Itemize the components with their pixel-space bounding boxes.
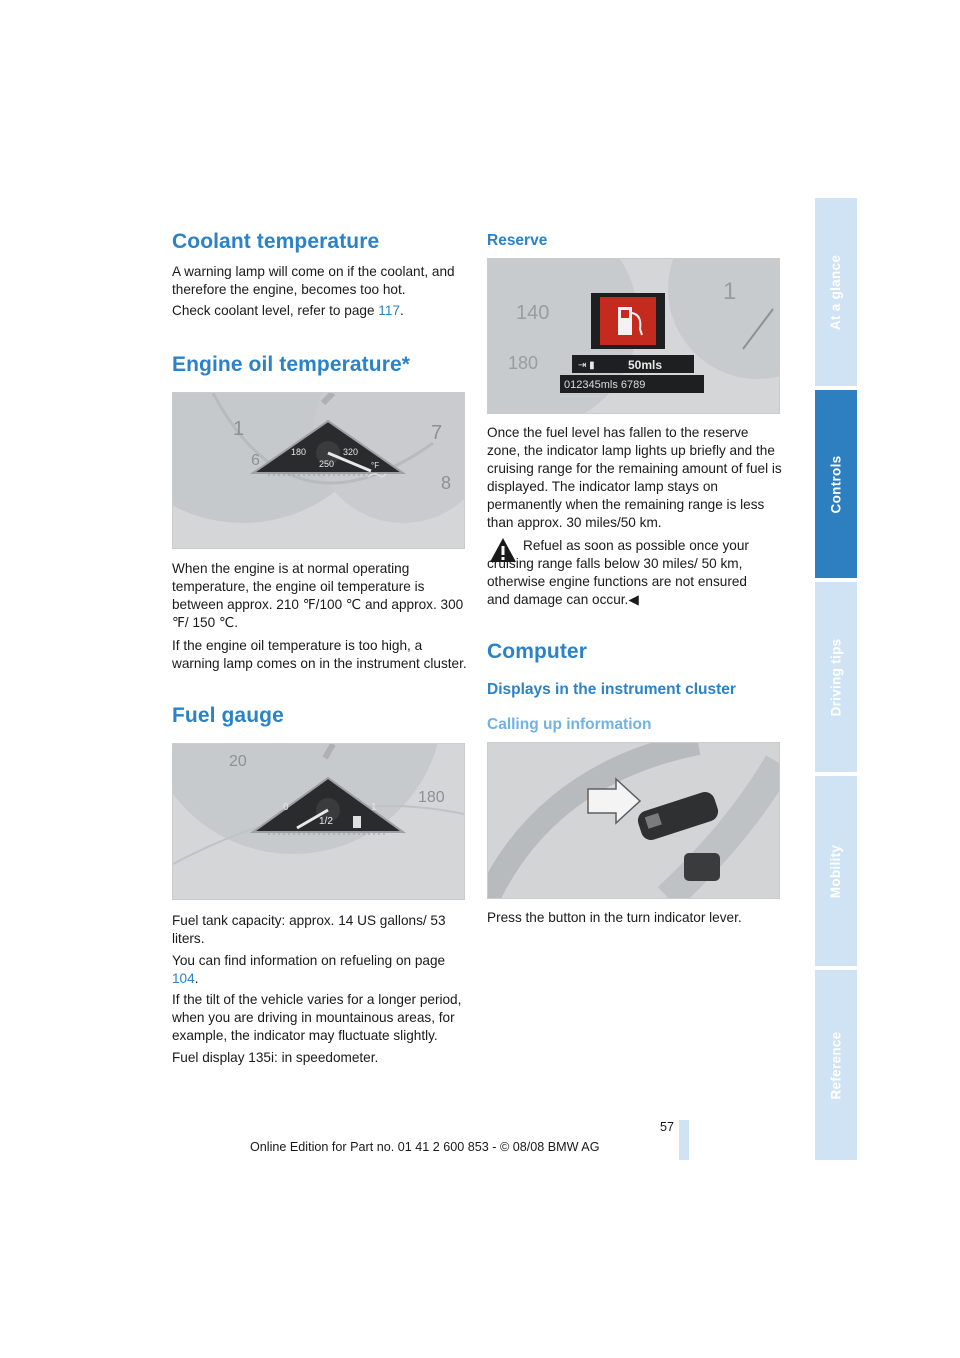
fuel-capacity-paragraph: Fuel tank capacity: approx. 14 US gallons/ 53 liters. bbox=[172, 913, 446, 946]
oil-gauge-num-1: 1 bbox=[233, 418, 245, 440]
fuel-speedo-num-20: 20 bbox=[229, 753, 247, 770]
computer-heading: Computer bbox=[487, 640, 587, 663]
tab-mobility[interactable] bbox=[815, 776, 857, 966]
fuel-display-135i-paragraph: Fuel display 135i: in speedometer. bbox=[172, 1050, 379, 1065]
oil-normal-range-paragraph: When the engine is at normal operating temperature, the engine oil temperature is between approx. 210 ℉/100 ℃ and approx. 300 ℉/ 150 ℃. bbox=[172, 561, 464, 630]
page-link-117[interactable]: 117 bbox=[378, 303, 400, 318]
coolant-paragraph: A warning lamp will come on if the coolant, and therefore the engine, becomes too hot. bbox=[172, 264, 455, 297]
calling-up-information-heading: Calling up information bbox=[487, 716, 652, 733]
engine-oil-temperature-heading: Engine oil temperature* bbox=[172, 353, 411, 376]
edition-notice: Online Edition for Part no. 01 41 2 600 853 - © 08/08 BMW AG bbox=[250, 1140, 600, 1154]
fuel-gauge-image bbox=[172, 743, 465, 900]
oil-gauge-label-180: 180 bbox=[291, 447, 307, 457]
oil-warning-paragraph: If the engine oil temperature is too high, a warning lamp comes on in the instrument cluster. bbox=[172, 638, 467, 671]
tab-controls[interactable] bbox=[815, 390, 857, 578]
oil-temperature-gauge-image bbox=[172, 392, 465, 549]
oil-gauge-label-320: 320 bbox=[343, 447, 359, 457]
lever-illustration bbox=[488, 743, 779, 898]
coolant-reference bbox=[172, 302, 467, 320]
fuel-gauge-illustration bbox=[173, 744, 464, 899]
oil-gauge-num-6: 6 bbox=[251, 452, 260, 469]
tilt-paragraph: If the tilt of the vehicle varies for a longer period, when you are driving in mountainous areas, for example, the indicator may fluctuate slightly. bbox=[172, 992, 462, 1043]
tab-at-a-glance[interactable] bbox=[815, 198, 857, 386]
coolant-temperature-heading: Coolant temperature bbox=[172, 230, 380, 253]
tab-controls-label: Controls bbox=[828, 455, 844, 513]
page-link-104[interactable]: 104 bbox=[172, 971, 195, 986]
press-button-paragraph: Press the button in the turn indicator lever. bbox=[487, 910, 742, 925]
oil-gauge-num-8: 8 bbox=[441, 473, 452, 493]
refueling-reference-text: You can find information on refueling on page bbox=[172, 953, 446, 968]
turn-indicator-lever-image bbox=[487, 742, 780, 899]
oil-gauge-num-7: 7 bbox=[431, 422, 443, 444]
svg-text:1: 1 bbox=[723, 278, 737, 305]
footer-accent-bar bbox=[679, 1120, 689, 1160]
fuel-gauge-label-half: 1/2 bbox=[319, 816, 333, 827]
reserve-display-illustration bbox=[488, 259, 779, 413]
svg-text:180: 180 bbox=[508, 353, 539, 373]
page-number: 57 bbox=[660, 1120, 675, 1134]
fuel-gauge-label-zero: 0 bbox=[283, 802, 289, 813]
fuel-gauge-label-one: 1 bbox=[371, 802, 377, 813]
tab-reference-label: Reference bbox=[828, 1031, 844, 1099]
oil-gauge-illustration bbox=[173, 393, 464, 548]
refuel-warning-paragraph: Refuel as soon as possible once your cruising range falls below 30 miles/ 50 km, otherwise engine functions are not ensured and damage can occur.◀ bbox=[487, 538, 749, 607]
tab-at-a-glance-label: At a glance bbox=[828, 254, 844, 330]
displays-instrument-cluster-heading: Displays in the instrument cluster bbox=[487, 681, 736, 698]
display-range: 50mls bbox=[628, 358, 663, 372]
tab-reference[interactable] bbox=[815, 970, 857, 1160]
reserve-paragraph: Once the fuel level has fallen to the reserve zone, the indicator lamp lights up briefly and the cruising range for the remaining amount of fuel is displayed. The indicator lamp stays on permanently when the remaining range is less than approx. 30 miles/50 km. bbox=[487, 425, 782, 530]
display-odometer: 012345mls 6789 bbox=[564, 379, 646, 391]
fuel-gauge-heading: Fuel gauge bbox=[172, 704, 284, 727]
svg-text:⇥ ▮: ⇥ ▮ bbox=[578, 360, 595, 371]
tab-driving-tips-label: Driving tips bbox=[828, 638, 844, 716]
coolant-reference-end: . bbox=[399, 303, 404, 318]
oil-gauge-label-250: 250 bbox=[319, 459, 335, 469]
fuel-pump-icon bbox=[353, 816, 361, 828]
coolant-reference-text: Check coolant level, refer to page bbox=[172, 303, 379, 318]
svg-text:140: 140 bbox=[516, 302, 550, 324]
refueling-reference bbox=[172, 952, 467, 988]
reserve-heading: Reserve bbox=[487, 232, 548, 249]
tab-mobility-label: Mobility bbox=[828, 844, 844, 898]
refueling-reference-end: . bbox=[194, 971, 199, 986]
oil-gauge-unit: °F bbox=[371, 461, 380, 470]
reserve-display-image bbox=[487, 258, 780, 414]
tab-driving-tips[interactable] bbox=[815, 582, 857, 772]
fuel-speedo-num-180: 180 bbox=[418, 789, 445, 806]
